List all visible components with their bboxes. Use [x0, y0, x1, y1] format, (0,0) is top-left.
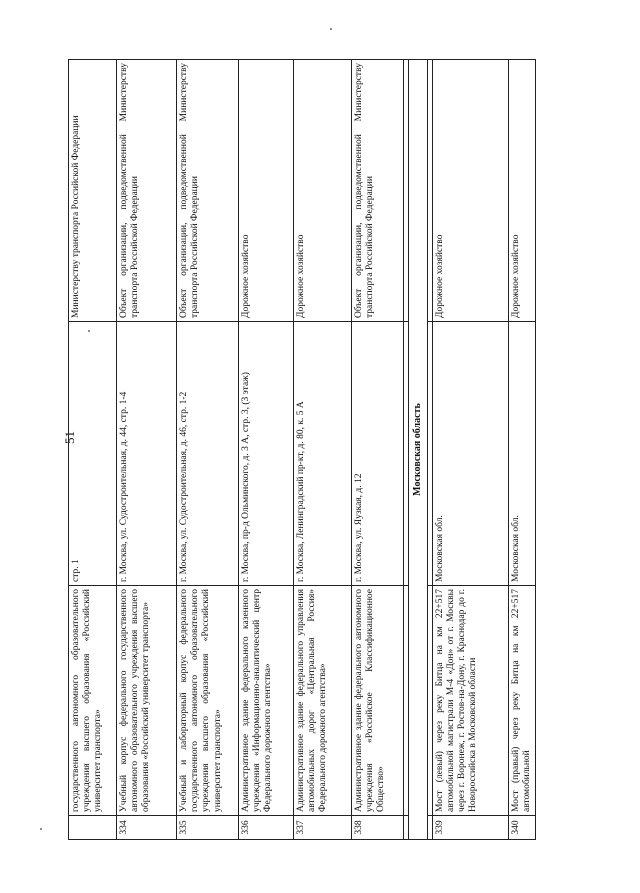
table-row [294, 60, 352, 840]
object-address: Московская обл. [432, 322, 508, 586]
row-number: 340 [508, 816, 535, 840]
row-number [69, 816, 117, 840]
object-address: г. Москва, Ленинградский пр-кт, д. 80, к. 5 А [294, 322, 352, 586]
table-row [69, 60, 117, 840]
document-table-rotated [68, 60, 532, 840]
object-address: стр. 1 [69, 322, 117, 586]
table-row [508, 60, 535, 840]
object-owner: Дорожное хозяйство [239, 60, 294, 322]
object-name: Учебный и лабораторный корпус федерального государственного автономного образовательного учреждения высшего образования «Российский университет транспорта» [177, 586, 239, 816]
object-owner: Дорожное хозяйство [432, 60, 508, 322]
scan-speck [88, 330, 90, 332]
object-name: государственного автономного образовательного учреждения высшего образования «Российский университет транспорта» [69, 586, 117, 816]
object-name: Учебный корпус федерального государственного автономного образовательного учреждения высшего образования «Российский университет транспорта» [117, 586, 177, 816]
page-number: 51 [62, 431, 77, 444]
object-name: Административное здание федерального казенного учреждения «Информационно-аналитический центр Федерального дорожного агентства» [239, 586, 294, 816]
section-title: Московская область [409, 60, 428, 840]
object-address: г. Москва, ул. Судостроительная, д. 44, стр. 1-4 [117, 322, 177, 586]
row-number: 336 [239, 816, 294, 840]
scan-speck [330, 28, 332, 30]
object-address: г. Москва, пр-д Ольминского, д. 3 А, стр. 3, (3 этаж) [239, 322, 294, 586]
row-number: 334 [117, 816, 177, 840]
object-owner: Объект организации, подведомственной Министерству транспорта Российской Федерации [352, 60, 404, 322]
section-row [409, 60, 428, 840]
object-owner: Объект организации, подведомственной Министерству транспорта Российской Федерации [117, 60, 177, 322]
scan-speck [40, 828, 42, 830]
objects-table [68, 59, 536, 840]
row-number: 338 [352, 816, 404, 840]
table-row [177, 60, 239, 840]
object-address: г. Москва, ул. Судостроительная, д. 46, стр. 1-2 [177, 322, 239, 586]
object-owner: Дорожное хозяйство [294, 60, 352, 322]
object-owner: Дорожное хозяйство [508, 60, 535, 322]
object-owner: Министерству транспорта Российской Федерации [69, 60, 117, 322]
row-number: 337 [294, 816, 352, 840]
row-number: 335 [177, 816, 239, 840]
object-name: Мост (правый) через реку Битца на км 22+517 автомобильной [508, 586, 535, 816]
object-address: Московская обл. [508, 322, 535, 586]
row-number: 339 [432, 816, 508, 840]
table-row [352, 60, 404, 840]
object-name: Административное здание федерального автономного учреждения «Российское Классификационное Общество» [352, 586, 404, 816]
object-name: Административное здание федерального управления автомобильных дорог «Центральная Россия» Федерального дорожного агентства» [294, 586, 352, 816]
object-owner: Объект организации, подведомственной Министерству транспорта Российской Федерации [177, 60, 239, 322]
object-name: Мост (левый) через реку Битца на км 22+517 автомобильной магистрали М-4 «Дон» от г. Москвы через г. Воронеж, г. Ростов-на-Дону, г. Краснодар до г. Новороссийска в Московской области [432, 586, 508, 816]
table-row [432, 60, 508, 840]
table-row [239, 60, 294, 840]
table-row [117, 60, 177, 840]
object-address: г. Москва, ул. Яузкая, д. 12 [352, 322, 404, 586]
